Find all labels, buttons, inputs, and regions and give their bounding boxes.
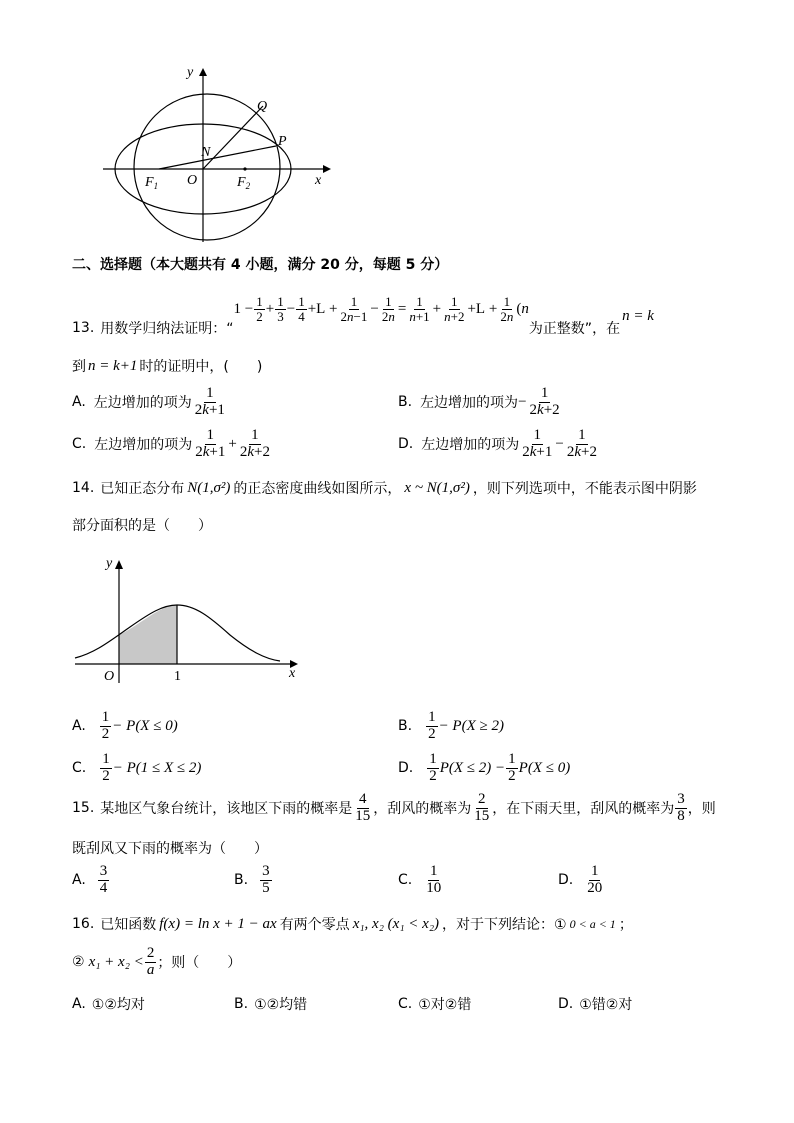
focus-F2-label: $F_2$ <box>237 175 251 191</box>
q16-zeros: x₁, x₂ (x₁ < x₂) <box>352 915 440 932</box>
question-15-line2: 既刮风又下雨的概率为（ ） <box>72 841 268 857</box>
origin-label: O <box>104 669 115 684</box>
q15-option-B[interactable]: B. $\frac{3}{5}$ <box>234 863 270 896</box>
q13-option-B[interactable]: B. 左边增加的项为 − $\frac{1}{2k+2}$ <box>398 385 560 418</box>
q13-identity: 1 − $\frac{1}{2}$ + $\frac{1}{3}$ − $\frac{1}{4}$ +L + $\frac{1}{2n-1}$ − $\frac{1}{2n}$ = $\frac{1}{n+1}$ + $\frac{1}{n+2}$ +L + $\frac{1}{2n}$ ( n <box>233 293 529 324</box>
x-axis-label: x <box>289 666 296 681</box>
question-16-line2: ② x₁ + x₂ < $\frac{2}{a}$ ；则（ ） <box>72 945 242 978</box>
q13-lead: 用数学归纳法证明：“ <box>100 321 234 337</box>
q13-line2-pre: 到 <box>72 359 86 375</box>
q16-cond2: x₁ + x₂ < <box>88 953 144 970</box>
focus-F1-label: $F_1$ <box>145 175 159 191</box>
point-Q-label: Q <box>257 99 268 114</box>
q16-function: f(x) = ln x + 1 − ax <box>159 915 277 932</box>
q13-tail: 为正整数”，在 <box>528 321 621 337</box>
q13-line2-post: 时的证明中，( ) <box>139 359 263 375</box>
q16-option-C[interactable]: C. ①对②错 <box>398 996 472 1013</box>
ellipse-circle-figure <box>95 62 340 247</box>
q15-option-D[interactable]: D. $\frac{1}{20}$ <box>558 863 603 896</box>
q13-option-D[interactable]: D. 左边增加的项为 $\frac{1}{2k+1}$ − $\frac{1}{2k+2}$ <box>398 427 597 460</box>
q14-dist1: N(1,σ²) <box>187 479 231 496</box>
q14-option-D[interactable]: D. $\frac{1}{2}$ P(X ≤ 2) − $\frac{1}{2}$ P(X ≤ 0) <box>398 751 571 784</box>
q16-option-B[interactable]: B. ①②均错 <box>234 996 308 1013</box>
y-axis-label: y <box>187 65 194 80</box>
q14-option-B[interactable]: B. $\frac{1}{2}$ − P(X ≥ 2) <box>398 709 504 742</box>
q14-option-C[interactable]: C. $\frac{1}{2}$ − P(1 ≤ X ≤ 2) <box>72 751 202 784</box>
q13-option-A[interactable]: A. 左边增加的项为 $\frac{1}{2k+1}$ <box>72 385 225 418</box>
q13-cond-n-eq-k: n = k <box>622 307 654 324</box>
q16-cond1: 0 < a < 1 <box>569 916 616 931</box>
point-P-label: P <box>278 134 287 149</box>
question-14-line2: 部分面积的是（ ） <box>72 518 212 534</box>
section-title: 二、选择题（本大题共有 4 小题，满分 20 分，每题 5 分） <box>72 257 449 273</box>
point-N-label: N <box>201 145 211 160</box>
q16-option-D[interactable]: D. ①错②对 <box>558 996 633 1013</box>
normal-density-figure <box>70 555 310 685</box>
q14-dist2: x ~ N(1,σ²) <box>404 479 470 496</box>
q15-option-A[interactable]: A. $\frac{3}{4}$ <box>72 863 108 896</box>
q13-number: 13. <box>72 320 95 336</box>
q13-option-C[interactable]: C. 左边增加的项为 $\frac{1}{2k+1}$ + $\frac{1}{2k+2}$ <box>72 427 270 460</box>
question-15-line1: 15. 某地区气象台统计，该地区下雨的概率是 $\frac{4}{15}$ ，刮风的概率为 $\frac{2}{15}$ ，在下雨天里，刮风的概率为 $\frac{3}{8}$ ，则 <box>72 791 716 824</box>
question-14-line1: 14. 已知正态分布 N(1,σ²) 的正态密度曲线如图所示， x ~ N(1,σ²) ，则下列选项中，不能表示图中阴影 <box>72 479 697 497</box>
x-axis-label: x <box>315 173 322 188</box>
question-13-line1 <box>72 288 654 338</box>
tick-1-label: 1 <box>174 669 181 684</box>
q13-cond-n-eq-k1: n = k+1 <box>88 357 138 374</box>
q14-option-A[interactable]: A. $\frac{1}{2}$ − P(X ≤ 0) <box>72 709 178 742</box>
y-axis-label: y <box>106 556 113 571</box>
q15-option-C[interactable]: C. $\frac{1}{10}$ <box>398 863 442 896</box>
q16-option-A[interactable]: A. ①②均对 <box>72 996 145 1013</box>
question-16-line1: 16. 已知函数 f(x) = ln x + 1 − ax 有两个零点 x₁, x₂ (x₁ < x₂) ，对于下列结论：① 0 < a < 1 ； <box>72 915 633 933</box>
question-13-line2 <box>72 356 262 376</box>
origin-label: O <box>187 173 198 188</box>
